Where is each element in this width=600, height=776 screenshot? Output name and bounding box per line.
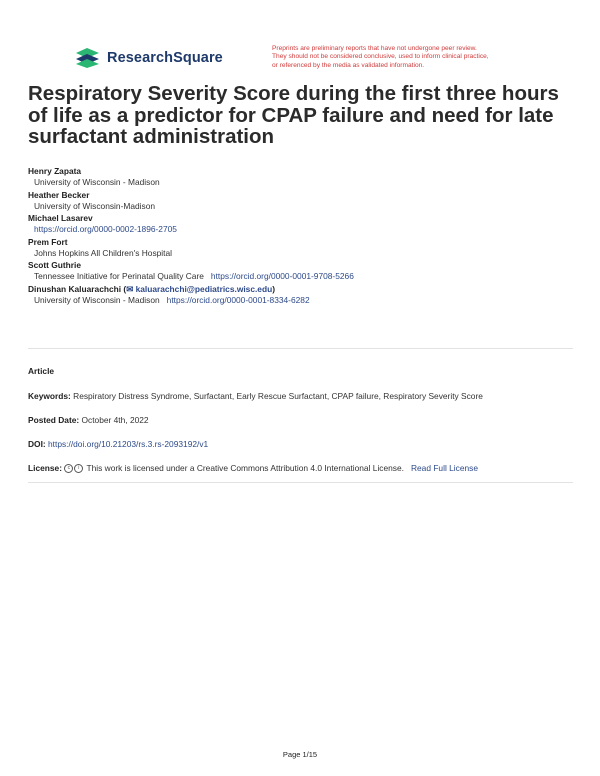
article-type: Article bbox=[28, 366, 55, 376]
author-name[interactable]: Heather Becker bbox=[28, 189, 90, 200]
posted-date-value: October 4th, 2022 bbox=[81, 415, 149, 425]
author-entry bbox=[28, 237, 573, 261]
orcid-link[interactable]: https://orcid.org/0000-0001-8334-6282 bbox=[166, 294, 310, 305]
posted-date-row bbox=[28, 415, 149, 425]
doi-link[interactable]: https://doi.org/10.21203/rs.3.rs-2093192/v1 bbox=[48, 439, 209, 449]
author-email-link[interactable]: kaluarachchi@pediatrics.wisc.edu bbox=[135, 283, 273, 294]
author-affiliation-row bbox=[34, 294, 573, 308]
doi-label: DOI: bbox=[28, 439, 46, 449]
cc-icon: c bbox=[64, 464, 73, 473]
author-name[interactable]: Prem Fort bbox=[28, 236, 68, 247]
author-name[interactable]: Michael Lasarev bbox=[28, 213, 93, 223]
author-name[interactable]: Dinushan Kaluarachchi bbox=[28, 283, 122, 294]
author-list bbox=[28, 166, 573, 307]
keywords-row bbox=[28, 391, 483, 401]
keywords-value: Respiratory Distress Syndrome, Surfactant, Early Rescue Surfactant, CPAP failure, Respiratory Severity Score bbox=[73, 391, 483, 401]
orcid-link[interactable]: https://orcid.org/0000-0001-9708-5266 bbox=[210, 271, 354, 281]
author-affiliation: Johns Hopkins All Children's Hospital bbox=[34, 247, 172, 258]
license-label: License: bbox=[28, 463, 62, 473]
author-entry bbox=[28, 213, 573, 237]
keywords-label: Keywords: bbox=[28, 391, 71, 401]
license-row bbox=[28, 463, 478, 473]
license-text: This work is licensed under a Creative Commons Attribution 4.0 International License. bbox=[86, 463, 404, 473]
author-entry bbox=[28, 260, 573, 284]
notice-line: or referenced by the media as validated information. bbox=[272, 61, 425, 69]
preprint-notice bbox=[272, 45, 562, 70]
mail-icon: ✉ bbox=[126, 283, 134, 294]
page-number: Page 1/15 bbox=[282, 750, 318, 759]
author-entry bbox=[28, 166, 573, 190]
orcid-link[interactable]: https://orcid.org/0000-0002-1896-2705 bbox=[34, 224, 177, 234]
research-square-logo[interactable] bbox=[75, 47, 223, 69]
author-affiliation: Tennessee Initiative for Perinatal Quality Care bbox=[34, 271, 204, 281]
author-entry bbox=[28, 190, 573, 214]
paper-title: Respiratory Severity Score during the first three hours of life as a predictor for CPAP failure and need for late surfactant administration bbox=[28, 82, 559, 148]
author-affiliation: University of Wisconsin - Madison bbox=[34, 294, 160, 305]
brand-name: ResearchSquare bbox=[107, 50, 223, 66]
cc-by-icon: i bbox=[74, 464, 83, 473]
read-full-license-link[interactable]: Read Full License bbox=[410, 463, 479, 473]
notice-line: Preprints are preliminary reports that have not undergone peer review. bbox=[272, 45, 477, 52]
divider bbox=[28, 482, 573, 483]
author-affiliation-row bbox=[34, 270, 573, 284]
posted-date-label: Posted Date: bbox=[28, 415, 80, 425]
notice-line: They should not be considered conclusive, used to inform clinical practice, bbox=[272, 53, 489, 61]
author-affiliation: University of Wisconsin-Madison bbox=[34, 200, 156, 211]
corresponding-author-row: Dinushan Kaluarachchi (✉ kaluarachchi@pediatrics.wisc.edu) bbox=[28, 283, 275, 294]
author-name[interactable]: Scott Guthrie bbox=[28, 260, 82, 270]
author-affiliation: University of Wisconsin - Madison bbox=[34, 177, 160, 187]
research-square-logo-icon bbox=[75, 47, 101, 69]
author-affiliation-row bbox=[34, 223, 573, 237]
doi-row bbox=[28, 439, 208, 449]
divider bbox=[28, 348, 573, 349]
author-name[interactable]: Henry Zapata bbox=[28, 166, 82, 176]
author-entry bbox=[28, 284, 573, 308]
